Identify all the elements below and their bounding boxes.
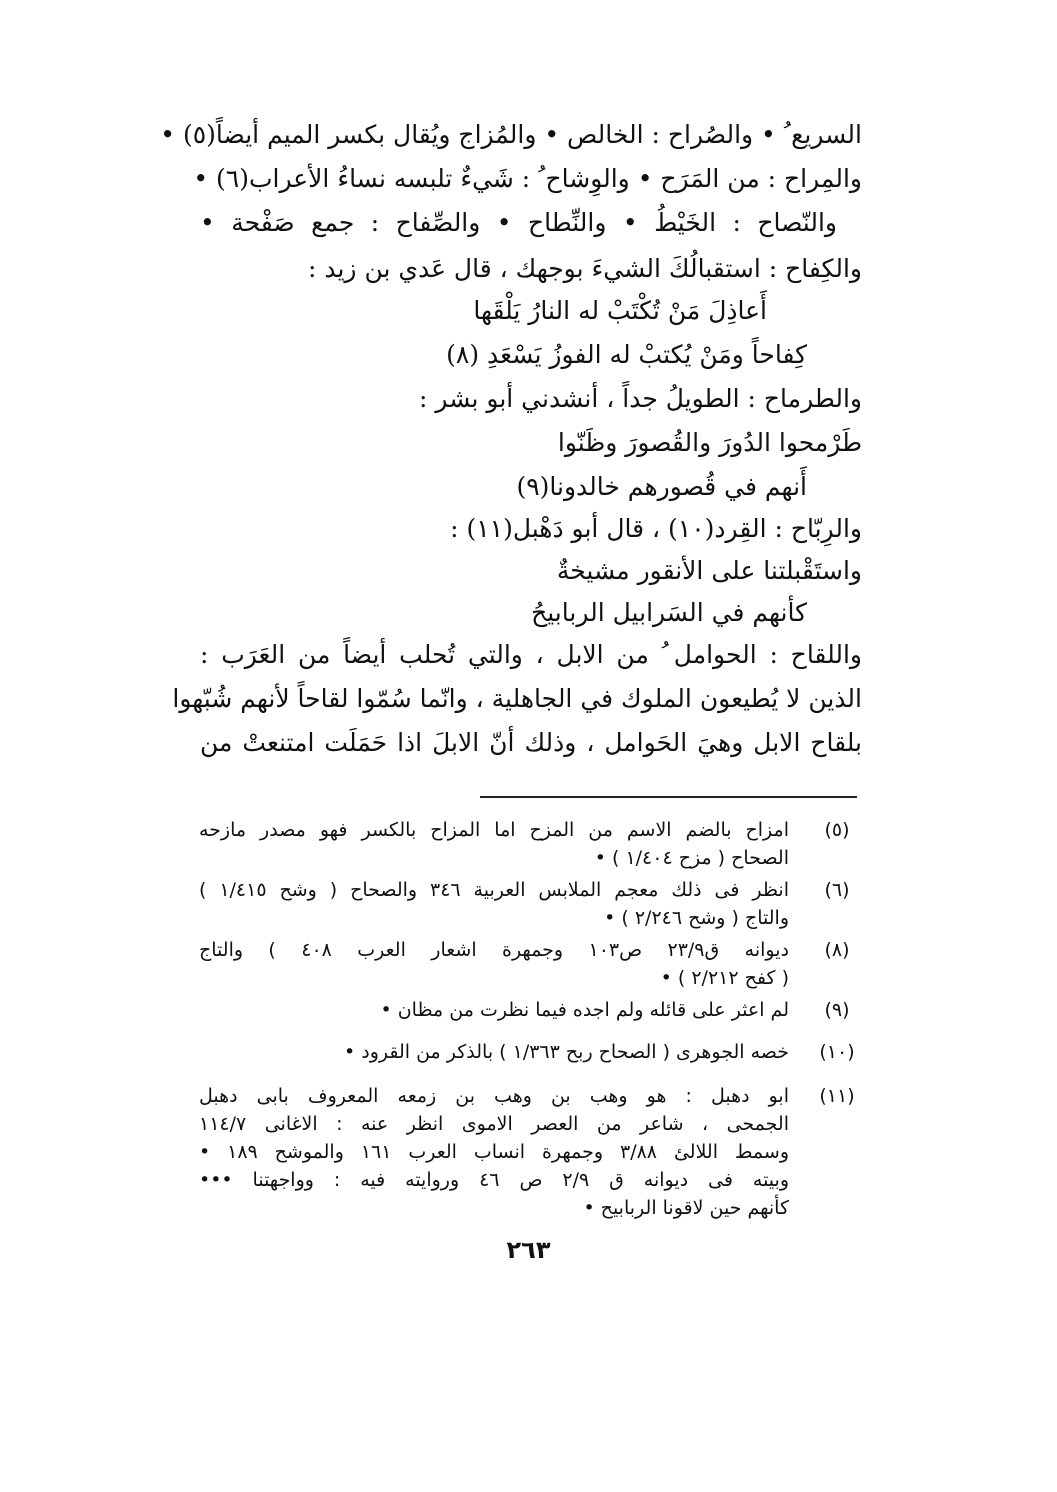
verse-hemistich: كأنهم في السَرابيل الربابيحُ bbox=[531, 598, 807, 627]
verse-hemistich: كِفاحاً ومَنْ يُكتبْ له الفوزُ يَسْعَدِ (٨) bbox=[446, 340, 807, 369]
footnote-line: انظر فى ذلك معجم الملابس العربية ٣٤٦ والصحاح ( وشح ١/٤١٥ ) bbox=[199, 879, 789, 901]
footnote-number: (١٠) bbox=[819, 1041, 855, 1063]
footnote-number: (٥) bbox=[824, 819, 850, 841]
body-line: الذين لا يُطيعون الملوك في الجاهلية ، وانّما سُمّوا لقاحاً لأنهم شُبّهوا bbox=[172, 684, 862, 713]
footnote-line: وسمط اللالئ ٣/٨٨ وجمهرة انساب العرب ١٦١ والموشح ١٨٩ • bbox=[199, 1141, 790, 1163]
body-line: والنّصاح : الخَيْطُ • والنِّطاح • والصِّفاح : جمع صَفْحة • bbox=[200, 208, 837, 237]
verse-hemistich: أَنهم في قُصورهم خالدونا(٩) bbox=[516, 472, 807, 501]
footnote-line: لم اعثر على قائله ولم اجده فيما نظرت من مظان • bbox=[380, 999, 789, 1021]
footnote-line: امزاح بالضم الاسم من المزح اما المزاح بالكسر فهو مصدر مازحه bbox=[199, 819, 789, 841]
footnote-number: (٦) bbox=[824, 879, 850, 901]
footnote-separator bbox=[480, 796, 857, 798]
verse-hemistich: واستَقْبلتنا على الأنقور مشيخةٌ bbox=[556, 556, 862, 585]
body-line: والرِبّاح : القِرد(١٠) ، قال أبو دَهْبل(١١) : bbox=[450, 514, 862, 543]
footnote-line: كأنهم حين لاقونا الربابيح • bbox=[583, 1197, 789, 1219]
footnote-number: (٨) bbox=[824, 939, 850, 961]
footnote-line: خصه الجوهرى ( الصحاح ربح ١/٣٦٣ ) بالذكر من القرود • bbox=[344, 1041, 789, 1063]
footnote-line: ابو دهبل : هو وهب بن وهب بن زمعه المعروف بابى دهبل bbox=[199, 1085, 789, 1107]
footnote-line: ( كفح ٢/٢١٢ ) • bbox=[660, 967, 789, 989]
verse-hemistich: طَرْمحوا الدُورَ والقُصورَ وظَنّوا bbox=[557, 428, 862, 457]
footnote-line: الجمحى ، شاعر من العصر الاموى انظر عنه : الاغانى ١١٤/٧ bbox=[199, 1113, 789, 1135]
body-line: السريع ُ • والصُراح : الخالص • والمُزاج ويُقال بكسر الميم أيضاً(٥) • bbox=[160, 120, 862, 149]
footnote-line: وبيته فى ديوانه ق ٢/٩ ص ٤٦ وروايته فيه : وواجهتنا ••• bbox=[199, 1169, 789, 1191]
body-line: والكِفاح : استقبالُكَ الشيءَ بوجهك ، قال عَدي بن زيد : bbox=[307, 254, 862, 283]
page-number: ٢٦٣ bbox=[506, 1236, 551, 1264]
body-line: والمِراح : من المَرَح • والوِشاح ُ : شَيءٌ تلبسه نساءُ الأعراب(٦) • bbox=[193, 164, 862, 193]
body-line: واللقاح : الحوامل ُ من الابل ، والتي تُحلب أيضاً من العَرَب : bbox=[200, 640, 862, 669]
footnote-number: (١١) bbox=[819, 1085, 855, 1107]
body-line: والطرماح : الطويلُ جداً ، أنشدني أبو بشر : bbox=[419, 384, 862, 413]
footnote-line: والتاج ( وشح ٢/٢٤٦ ) • bbox=[604, 907, 789, 929]
footnote-line: ديوانه ق٢٣/٩ ص١٠٣ وجمهرة اشعار العرب ٤٠٨ ) والتاج bbox=[199, 939, 789, 961]
footnote-line: الصحاح ( مزح ١/٤٠٤ ) • bbox=[594, 847, 789, 869]
footnote-number: (٩) bbox=[824, 999, 850, 1021]
body-line: بلقاح الابل وهيَ الحَوامل ، وذلك أنّ الابلَ اذا حَمَلَت امتنعتْ من bbox=[200, 728, 862, 757]
verse-hemistich: أَعاذِلَ مَنْ تُكْتَبْ له النارُ يَلْقَها bbox=[473, 296, 767, 325]
